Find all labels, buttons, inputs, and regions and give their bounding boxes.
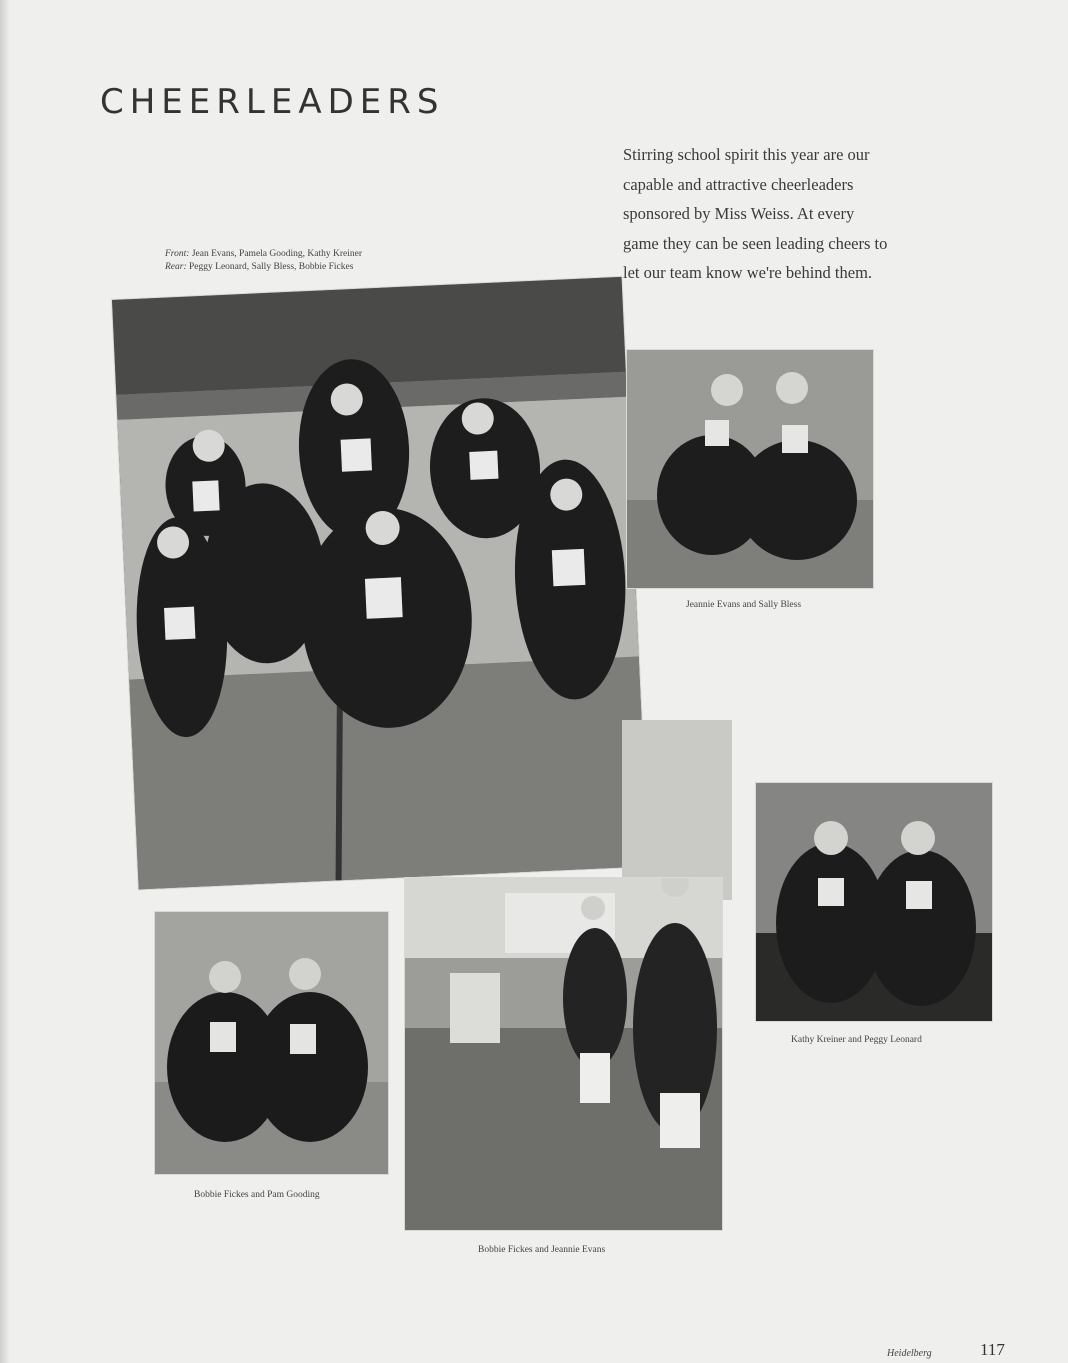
caption-bobbie-jeannie: Bobbie Fickes and Jeannie Evans [478,1245,606,1255]
footer-publication-name: Heidelberg [887,1348,932,1359]
photo-backdrop [622,720,732,900]
rear-label: Rear: [165,262,187,272]
caption-jeannie-sally: Jeannie Evans and Sally Bless [686,600,802,610]
photo-kathy-peggy [756,783,992,1021]
intro-paragraph: Stirring school spirit this year are our capable and attractive cheerleaders sponsored by Miss Weiss. At every game they can be seen leading cheers to let our team know we're behind them. [623,145,888,282]
page-number: 117 [980,1340,1005,1359]
page-edge [0,0,10,1363]
page-title: CHEERLEADERS [100,82,445,122]
photo-bobbie-jeannie [405,878,722,1230]
rear-names: Peggy Leonard, Sally Bless, Bobbie Fickes [189,262,354,272]
front-label: Front: [165,249,190,259]
group-photo [112,277,648,890]
caption-bobbie-pam: Bobbie Fickes and Pam Gooding [194,1190,320,1200]
front-names: Jean Evans, Pamela Gooding, Kathy Kreiner [191,249,362,259]
caption-kathy-peggy: Kathy Kreiner and Peggy Leonard [791,1035,922,1045]
photo-jeannie-sally [627,350,873,588]
group-photo-caption [165,248,362,274]
photo-bobbie-pam [155,912,388,1174]
